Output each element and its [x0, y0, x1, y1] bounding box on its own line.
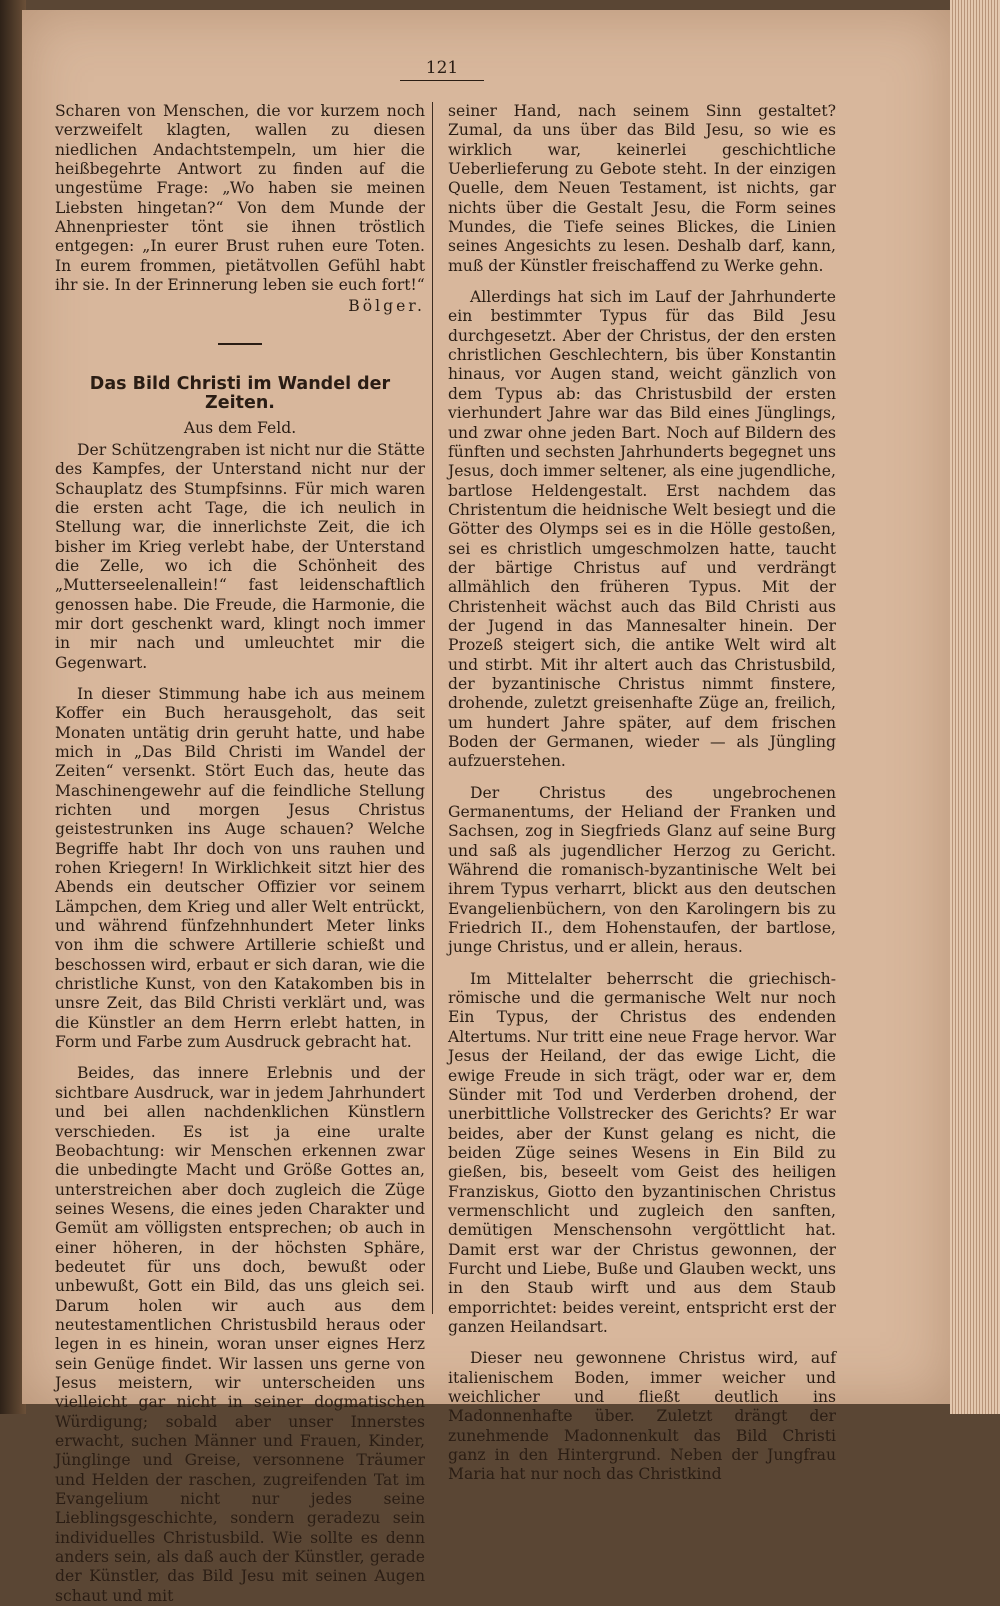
intro-paragraph: Scharen von Menschen, die vor kurzem noch verzweifelt klagten, wallen zu diesen niedlichen Andachtstempeln, um hier die heißbegehrte Antwort zu finden auf die ungestüme Frage: „Wo haben sie meinen Liebsten hingetan?“ Von dem Munde der Ahnenpriester tönt sie ihnen tröstlich entgegen: „In eurer Brust ruhen eure Toten. In eurem frommen, pietätvollen Gefühl habt ihr sie. In der Erinnerung leben sie euch fort!“	[55, 102, 425, 295]
article-paragraph: Allerdings hat sich im Lauf der Jahrhunderte ein bestimmter Typus für das Bild Jesu durchgesetzt. Aber der Christus, der den ersten christlichen Geschlechtern, bis über Konstantin hinaus, vor Augen stand, weicht gänzlich von dem Typus ab: das Christusbild der ersten vierhundert Jahre war das Bild eines Jünglings, und zwar ohne jeden Bart. Noch auf Bildern des fünften und sechsten Jahrhunderts begegnet uns Jesus, doch immer seltener, als eine jugendliche, bartlose Heldengestalt. Erst nachdem das Christentum die heidnische Welt besiegt und die Götter des Olymps sei es in die Hölle gestoßen, sei es christlich umgeschmolzen hatte, taucht der bärtige Christus auf und verdrängt allmählich den früheren Typus. Mit der Christenheit wächst auch das Bild Christi aus der Jugend in das Mannesalter hinein. Der Prozeß steigert sich, die antike Welt wird alt und stirbt. Mit ihr altert auch das Christusbild, der byzantinische Christus nimmt finstere, drohende, zuletzt greisenhafte Züge an, freilich, um hundert Jahre später, auf dem frischen Boden der Germanen, wieder — als Jüngling aufzuerstehen.	[448, 288, 836, 771]
article-headline: Das Bild Christi im Wandel der Zeiten.	[89, 373, 391, 414]
article-paragraph: Der Christus des ungebrochenen Germanentums, der Heliand der Franken und Sachsen, zog in Siegfrieds Glanz auf seine Burg und saß als jugendlicher Herzog zu Gericht. Während die romanisch-byzantinische Welt bei ihrem Typus verharrt, blickt aus den deutschen Evangelienbüchern, von den Karolingern bis zu Friedrich II., dem Hohenstaufen, der bartlose, junge Christus, und er allein, heraus.	[448, 783, 836, 957]
article-paragraph: Dieser neu gewonnene Christus wird, auf italienischem Boden, immer weicher und weichlicher und fließt deutlich ins Madonnenhafte über. Zuletzt drängt der zunehmende Madonnenkult das Bild Christi ganz in den Hintergrund. Neben der Jungfrau Maria hat nur noch das Christkind	[448, 1349, 836, 1484]
page-edges	[950, 0, 1000, 1414]
page-number: 121	[400, 58, 484, 81]
right-column	[448, 102, 836, 1485]
article-paragraph: Im Mittelalter beherrscht die griechisch-römische und die germanische Welt nur noch Ein Typus, der Christus des endenden Altertums. Nur tritt eine neue Frage hervor. War Jesus der Heiland, der das ewige Licht, die ewige Freude in sich trägt, oder war er, dem Sünder mit Tod und Verderben drohend, der unerbittliche Vollstrecker des Gerichts? Er war beides, aber der Kunst gelang es nicht, die beiden Züge seines Wesens in Ein Bild zu gießen, bis, beseelt vom Geist des heiligen Franziskus, Giotto den byzantinischen Christus vermenschlicht und zugleich den sanften, demütigen Menschensohn vergöttlicht hat. Damit erst war der Christus gewonnen, der Furcht und Liebe, Buße und Glauben weckt, uns in den Staub wirft und aus dem Staub emporrichtet: beides vereint, entspricht erst der ganzen Heilandsart.	[448, 969, 836, 1336]
left-column	[55, 102, 425, 1606]
article-subhead: Aus dem Feld.	[183, 419, 297, 438]
article-paragraph: In dieser Stimmung habe ich aus meinem Koffer ein Buch herausgeholt, das seit Monaten untätig drin geruht hatte, und habe mich in „Das Bild Christi im Wandel der Zeiten“ versenkt. Stört Euch das, heute das Maschinengewehr auf die feindliche Stellung richten und morgen Jesus Christus geistestrunken ins Auge schauen? Welche Begriffe habt Ihr doch von uns rauhen und rohen Kriegern! In Wirklichkeit sitzt hier des Abends ein deutscher Offizier vor seinem Lämpchen, dem Krieg und aller Welt entrückt, und während fünfzehnhundert Meter links von ihm die schwere Artillerie schießt und beschossen wird, erbaut er sich daran, wie die christliche Kunst, von den Katakomben bis in unsre Zeit, das Bild Christi verklärt und, was die Künstler an dem Herrn erlebt hatten, in Form und Farbe zum Ausdruck gebracht hat.	[55, 684, 425, 1052]
section-divider	[218, 343, 262, 345]
author-signature: Bölger.	[348, 297, 425, 316]
article-paragraph: seiner Hand, nach seinem Sinn gestaltet? Zumal, da uns über das Bild Jesu, so wie es wirklich war, keinerlei geschichtliche Ueberlieferung zu Gebote steht. In der einzigen Quelle, dem Neuen Testament, ist nichts, gar nichts über die Gestalt Jesu, die Form seines Mundes, die Tiefe seines Blickes, die Linien seines Angesichts zu lesen. Deshalb darf, kann, muß der Künstler freischaffend zu Werke gehn.	[448, 102, 836, 275]
article-paragraph: Beides, das innere Erlebnis und der sichtbare Ausdruck, war in jedem Jahrhundert und bei allen nachdenklichen Künstlern verschieden. Es ist ja eine uralte Beobachtung: wir Menschen erkennen zwar die unbedingte Macht und Größe Gottes an, unterstreichen aber doch zugleich die Züge seines Wesens, die eines jeden Charakter und Gemüt am völligsten entsprechen; ob auch in einer höheren, in der höchsten Sphäre, bedeutet für uns doch, bewußt oder unbewußt, Gott ein Bild, das uns gleich sei. Darum holen wir auch aus dem neutestamentlichen Christusbild heraus oder legen in es hinein, woran unser eignes Herz sein Genüge findet. Wir lassen uns gerne von Jesus meistern, wir unterscheiden uns vielleicht gar nicht in seiner dogmatischen Würdigung; sobald aber unser Innerstes erwacht, suchen Männer und Frauen, Kinder, Jünglinge und Greise, versonnene Träumer und Helden der raschen, zugreifenden Tat im Evangelium nicht nur jedes seine Lieblingsgeschichte, sondern geradezu sein individuelles Christusbild. Wie sollte es denn anders sein, als daß auch der Künstler, gerade der Künstler, das Bild Jesu mit seinen Augen schaut und mit	[55, 1064, 425, 1605]
article-paragraph: Der Schützengraben ist nicht nur die Stätte des Kampfes, der Unterstand nicht nur der Schauplatz des Stumpfsinns. Für mich waren die ersten acht Tage, die ich neulich in Stellung war, die innerlichste Zeit, die ich bisher im Krieg verlebt habe, der Unterstand die Zelle, wo ich die Schönheit des „Mutterseelenallein!“ fast leidenschaftlich genossen habe. Die Freude, die Harmonie, die mir dort geschenkt ward, klingt noch immer in mir nach und umleuchtet mir die Gegenwart.	[55, 440, 425, 672]
column-rule	[432, 102, 433, 1314]
